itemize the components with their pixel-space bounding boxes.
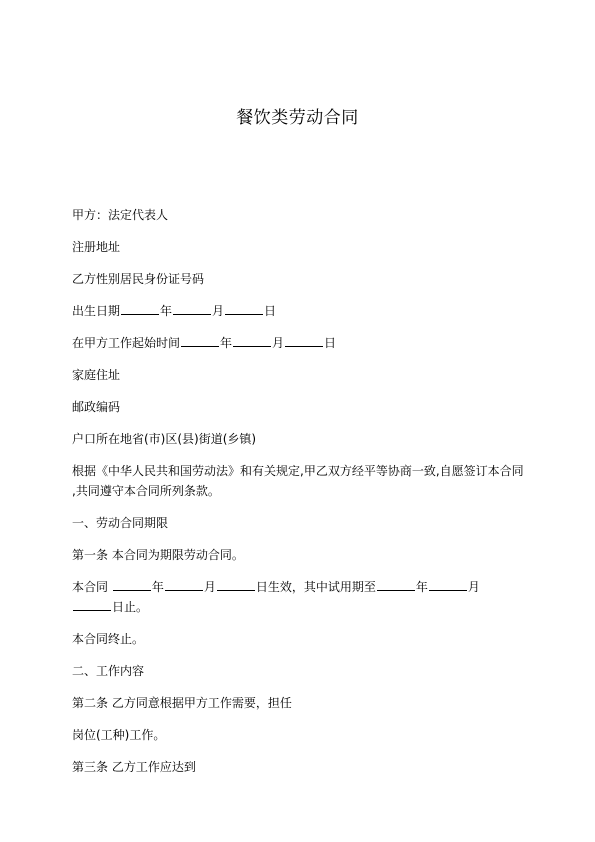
term-terminate-line: 本合同终止。 <box>72 632 145 646</box>
year-blank <box>181 334 219 347</box>
document-title: 餐饮类劳动合同 <box>236 108 359 128</box>
home-address-line: 家庭住址 <box>72 368 121 382</box>
month-blank <box>429 578 467 591</box>
month-blank <box>233 334 271 347</box>
month-label: 月 <box>203 580 216 594</box>
section-heading-term: 一、劳动合同期限 <box>72 516 169 530</box>
day-blank <box>285 334 323 347</box>
month-label: 月 <box>467 580 480 594</box>
year-label: 年 <box>160 304 173 318</box>
section-heading-work: 二、工作内容 <box>72 664 145 678</box>
day-blank <box>73 598 111 611</box>
postal-code-line: 邮政编码 <box>72 400 121 414</box>
start-date-line <box>72 333 532 353</box>
day-blank <box>217 578 255 591</box>
day-label: 日 <box>324 336 337 350</box>
year-label: 年 <box>220 336 233 350</box>
contract-body <box>72 205 532 777</box>
article-3: 第三条 乙方工作应达到 <box>72 760 196 774</box>
month-label: 月 <box>212 304 225 318</box>
article-2: 第二条 乙方同意根据甲方工作需要，担任 <box>72 696 292 710</box>
registered-address-line: 注册地址 <box>72 240 121 254</box>
article-1: 第一条 本合同为期限劳动合同。 <box>72 548 244 562</box>
year-blank <box>113 578 151 591</box>
month-blank <box>165 578 203 591</box>
day-label: 日 <box>264 304 277 318</box>
party-b-line: 乙方性别居民身份证号码 <box>72 272 205 286</box>
day-blank <box>225 302 263 315</box>
party-a-line: 甲方：法定代表人 <box>72 208 169 222</box>
term-line-end <box>72 597 532 617</box>
term-end: 日止。 <box>112 600 149 614</box>
birth-date-label: 出生日期 <box>72 304 121 318</box>
intro-line-2: ,共同遵守本合同所列条款。 <box>72 484 220 498</box>
month-label: 月 <box>272 336 285 350</box>
position-line: 岗位(工种)工作。 <box>72 728 166 742</box>
year-blank <box>377 578 415 591</box>
month-blank <box>173 302 211 315</box>
term-line <box>72 577 532 597</box>
term-effective: 日生效，其中试用期至 <box>255 580 376 594</box>
term-prefix: 本合同 <box>72 580 109 594</box>
year-label: 年 <box>151 580 164 594</box>
hukou-line: 户口所在地省(市)区(县)街道(乡镇) <box>72 432 257 446</box>
year-label: 年 <box>415 580 428 594</box>
birth-date-line <box>72 301 532 321</box>
year-blank <box>121 302 159 315</box>
intro-line-1: 根据《中华人民共和国劳动法》和有关规定,甲乙双方经平等协商一致,自愿签订本合同 <box>72 464 524 478</box>
start-date-label: 在甲方工作起始时间 <box>72 336 181 350</box>
